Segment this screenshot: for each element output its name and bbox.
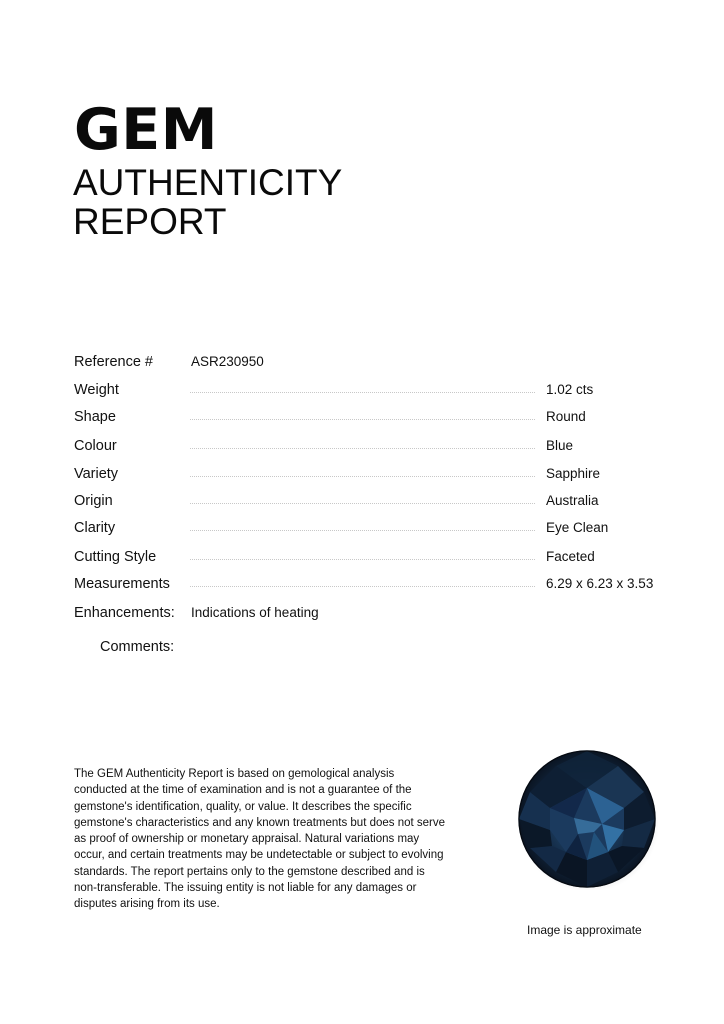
detail-label: Clarity xyxy=(74,520,116,536)
detail-row-variety xyxy=(0,464,724,484)
enhancements-value: Indications of heating xyxy=(191,605,319,620)
detail-label: Cutting Style xyxy=(74,549,157,565)
reference-row xyxy=(0,352,724,372)
detail-label: Measurements xyxy=(74,576,170,592)
detail-value: Australia xyxy=(546,493,599,508)
detail-value: Sapphire xyxy=(546,466,601,481)
detail-row-cutting-style xyxy=(0,547,724,567)
image-caption: Image is approximate xyxy=(527,923,642,937)
detail-row-measurements xyxy=(0,574,724,594)
gem-illustration xyxy=(516,748,658,890)
disclaimer-text: The GEM Authenticity Report is based on gemological analysis conducted at the time of examination and is not a guarantee of the gemstone's identification, quality, or value. It describes the specific gemstone's characteristics and any known treatments but does not serve as proof of ownership or monetary appraisal. Natural variations may occur, and certain treatments may be undetectable or subject to evolving standards. The report pertains only to the gemstone described and is non-transferable. The issuing entity is not liable for any damages or disputes arising from its use. xyxy=(74,768,446,911)
detail-value: Faceted xyxy=(546,549,595,564)
enhancements-row xyxy=(0,603,724,623)
detail-row-origin xyxy=(0,491,724,511)
detail-row-weight xyxy=(0,380,724,400)
dotted-leader xyxy=(190,392,535,393)
detail-row-colour xyxy=(0,436,724,456)
dotted-leader xyxy=(190,530,535,531)
detail-label: Weight xyxy=(74,382,119,398)
reference-value: ASR230950 xyxy=(191,354,264,369)
detail-value: Round xyxy=(546,409,586,424)
dotted-leader xyxy=(190,503,535,504)
dotted-leader xyxy=(190,559,535,560)
detail-row-clarity xyxy=(0,518,724,538)
detail-value: 1.02 cts xyxy=(546,382,594,397)
detail-label: Origin xyxy=(74,493,113,509)
subtitle-report: REPORT xyxy=(73,201,227,242)
detail-label: Shape xyxy=(74,409,116,425)
sapphire-gem-image xyxy=(516,748,658,890)
detail-label: Colour xyxy=(74,438,117,454)
reference-label: Reference # xyxy=(74,354,153,370)
enhancements-label: Enhancements: xyxy=(74,605,175,621)
detail-value: Blue xyxy=(546,438,574,453)
dotted-leader xyxy=(190,476,535,477)
dotted-leader xyxy=(190,448,535,449)
comments-label: Comments: xyxy=(100,639,175,655)
detail-row-shape xyxy=(0,407,724,427)
dotted-leader xyxy=(190,419,535,420)
subtitle-authenticity: AUTHENTICITY xyxy=(73,162,343,203)
detail-label: Variety xyxy=(74,466,119,482)
detail-value: Eye Clean xyxy=(546,520,609,535)
detail-value: 6.29 x 6.23 x 3.53 xyxy=(546,576,654,591)
dotted-leader xyxy=(190,586,535,587)
brand-title: GEM xyxy=(74,97,218,163)
